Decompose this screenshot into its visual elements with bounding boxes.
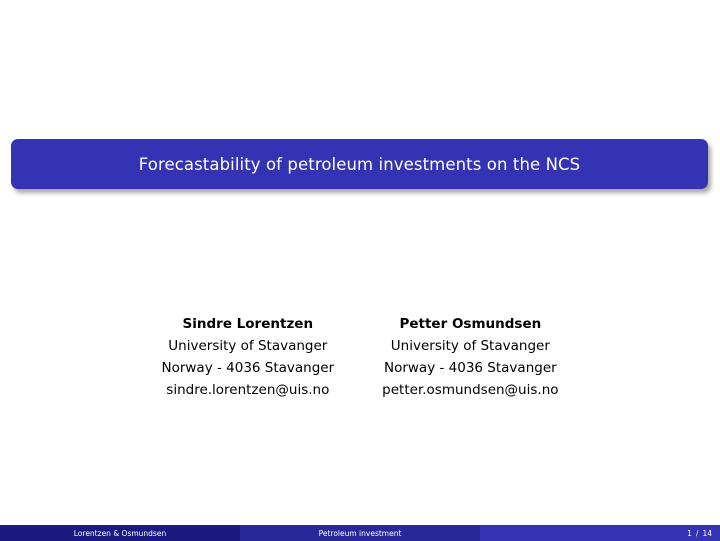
page-current: 1: [687, 528, 692, 538]
footer-title: [240, 525, 480, 541]
authors-block: [0, 313, 720, 401]
footer-page-number: [480, 525, 720, 541]
author-address: Norway - 4036 Stavanger: [383, 360, 557, 376]
author-address: Norway - 4036 Stavanger: [161, 360, 335, 376]
author-name: Petter Osmundsen: [399, 316, 542, 332]
author-2: [382, 313, 558, 401]
author-email: sindre.lorentzen@uis.no: [166, 382, 330, 398]
footer-authors: [0, 525, 240, 541]
page-separator: /: [695, 528, 699, 538]
author-affiliation: University of Stavanger: [390, 338, 550, 354]
author-name: Sindre Lorentzen: [182, 316, 314, 332]
author-1: [161, 313, 334, 401]
footer-title-text: Petroleum investment: [318, 528, 402, 538]
footer-bar: [0, 525, 720, 541]
slide-title: Forecastability of petroleum investments on the NCS: [138, 154, 581, 174]
author-email: petter.osmundsen@uis.no: [382, 382, 559, 398]
page-total: 14: [702, 528, 712, 538]
footer-authors-text: Lorentzen & Osmundsen: [73, 528, 167, 538]
title-box: [11, 139, 708, 189]
author-affiliation: University of Stavanger: [168, 338, 328, 354]
